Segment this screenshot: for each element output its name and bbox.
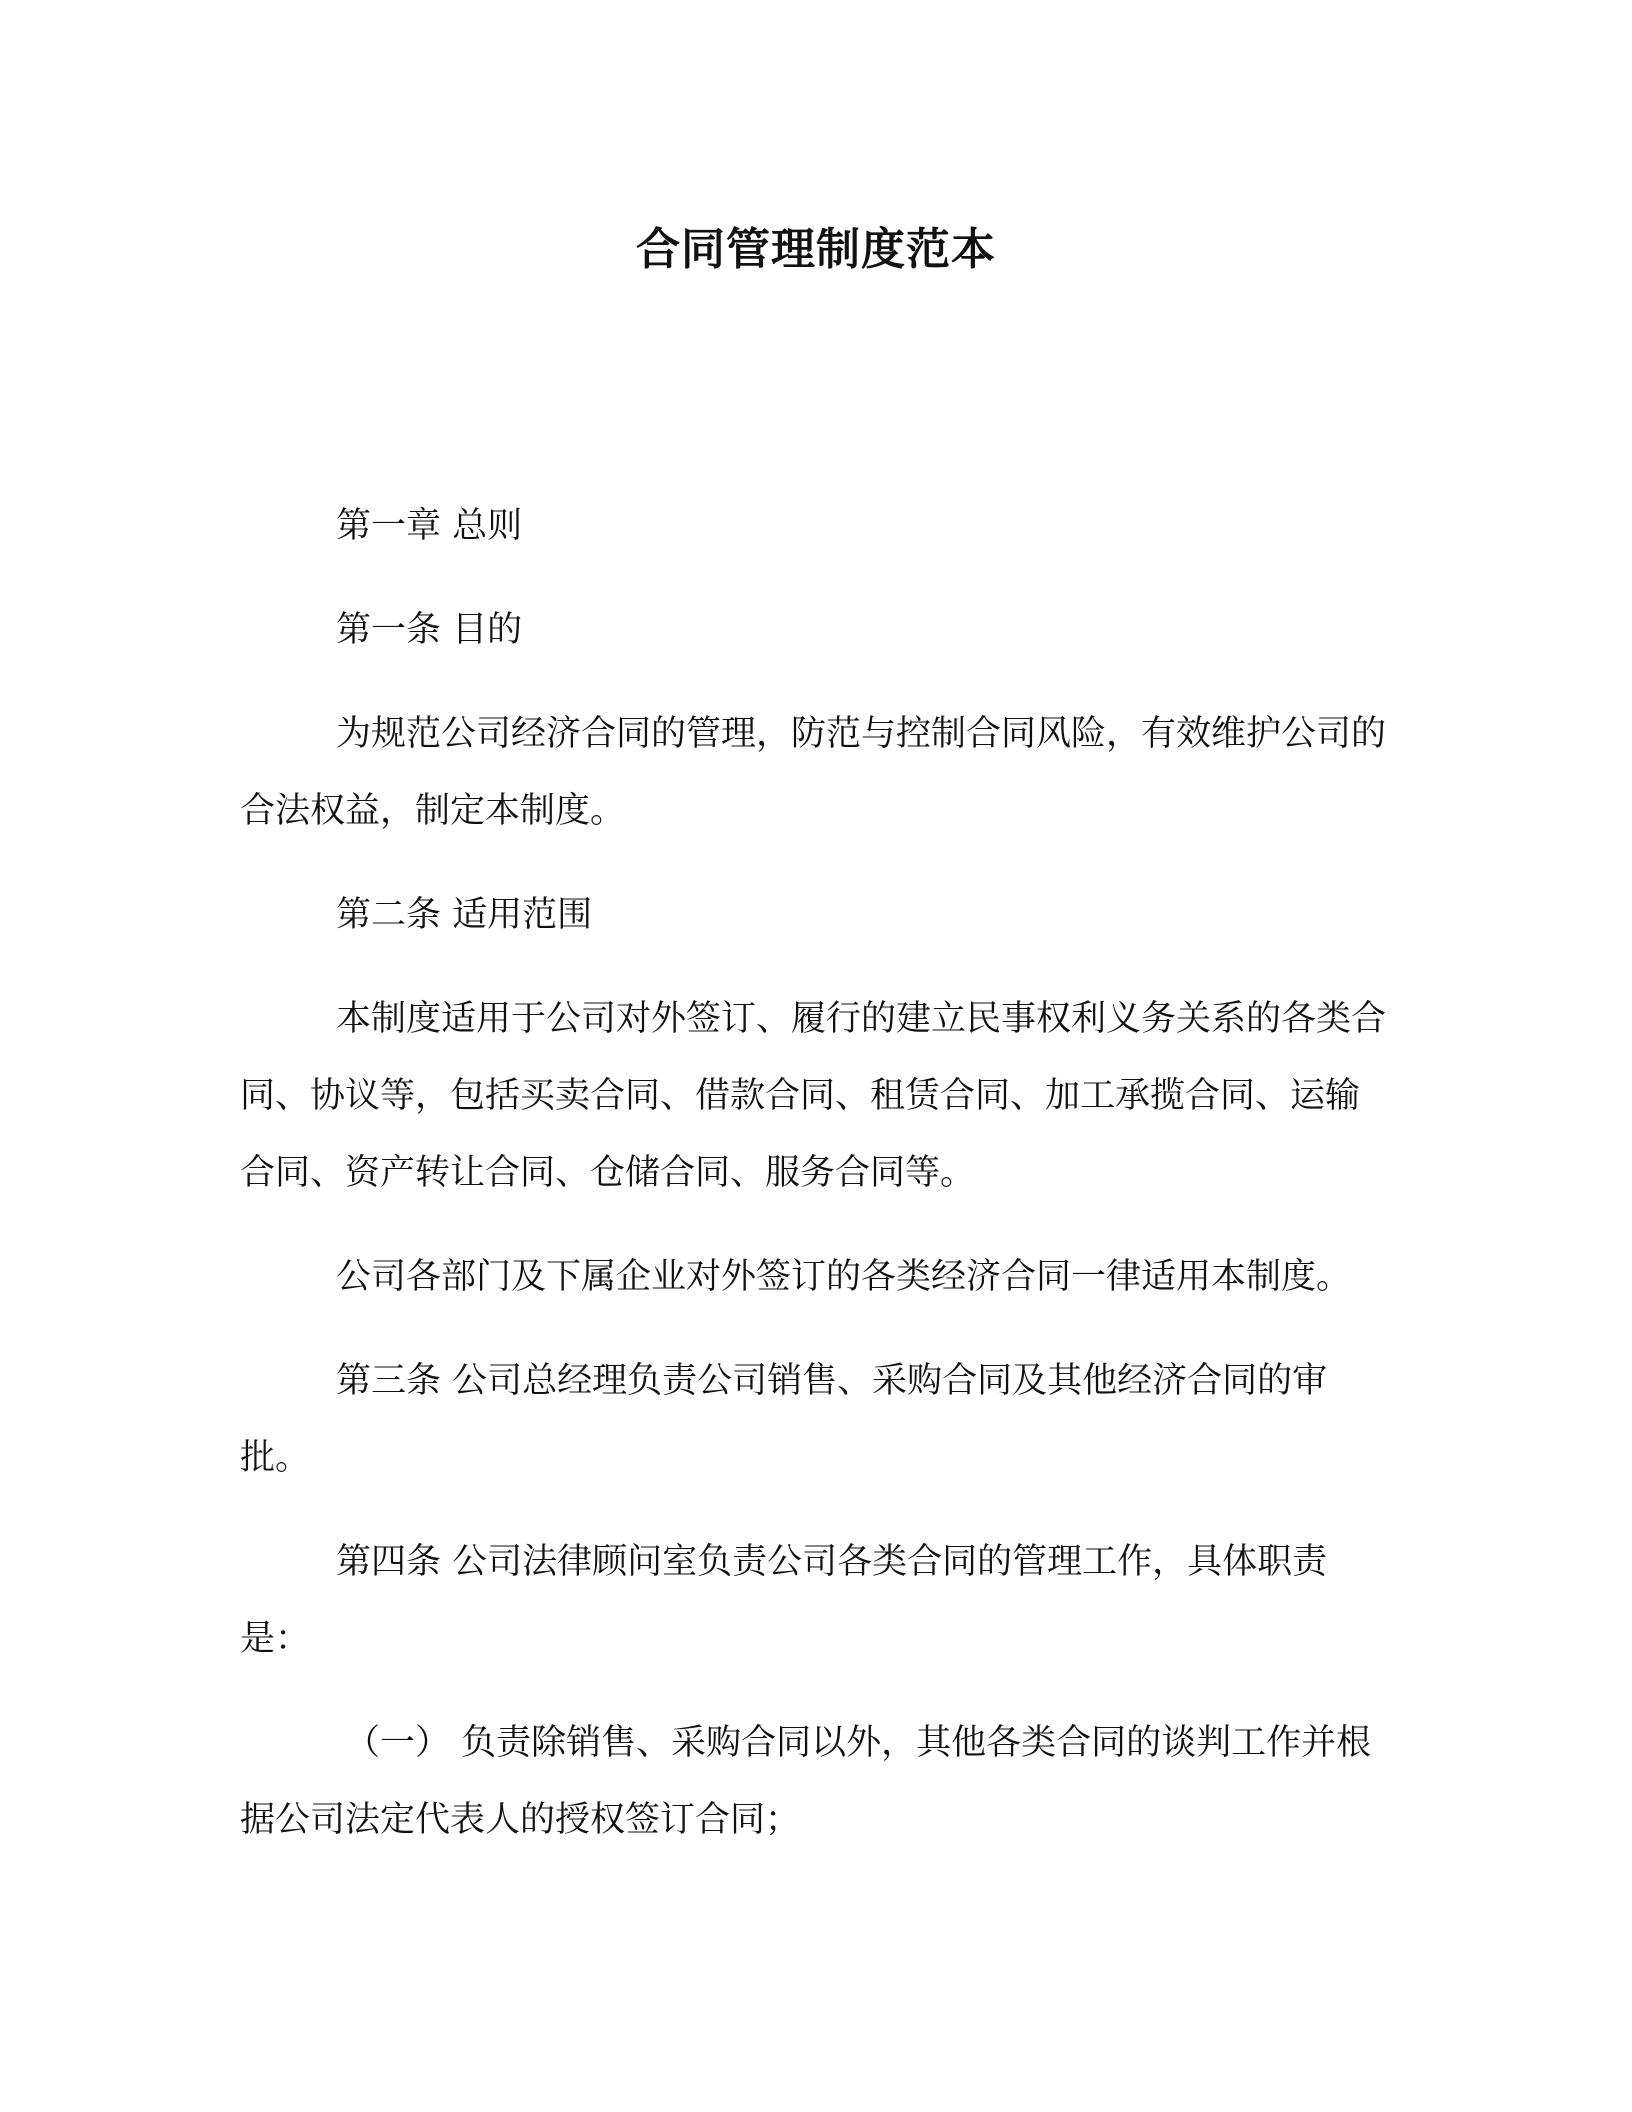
paragraph: 第四条 公司法律顾问室负责公司各类合同的管理工作，具体职责是： [240,1542,1328,1659]
article-heading: 第二条 适用范围 [336,895,593,935]
chapter-heading: 第一章 总则 [336,506,523,546]
paragraph: 第三条 公司总经理负责公司销售、采购合同及其他经济合同的审批。 [240,1361,1328,1478]
paragraph: 为规范公司经济合同的管理，防范与控制合同风险，有效维护公司的合法权益，制定本制度。 [240,714,1387,831]
paragraph: 本制度适用于公司对外签订、履行的建立民事权利义务关系的各类合同、协议等，包括买卖合同、借款合同、租赁合同、加工承揽合同、运输合同、资产转让合同、仓储合同、服务合同等。 [240,999,1387,1193]
document-title: 合同管理制度范本 [636,224,996,275]
document-body [240,488,1390,1886]
article-heading: 第一条 目的 [336,610,523,650]
paragraph: 公司各部门及下属企业对外签订的各类经济合同一律适用本制度。 [336,1257,1352,1297]
list-item: （一） 负责除销售、采购合同以外，其他各类合同的谈判工作并根据公司法定代表人的授权签订合同； [240,1723,1372,1840]
